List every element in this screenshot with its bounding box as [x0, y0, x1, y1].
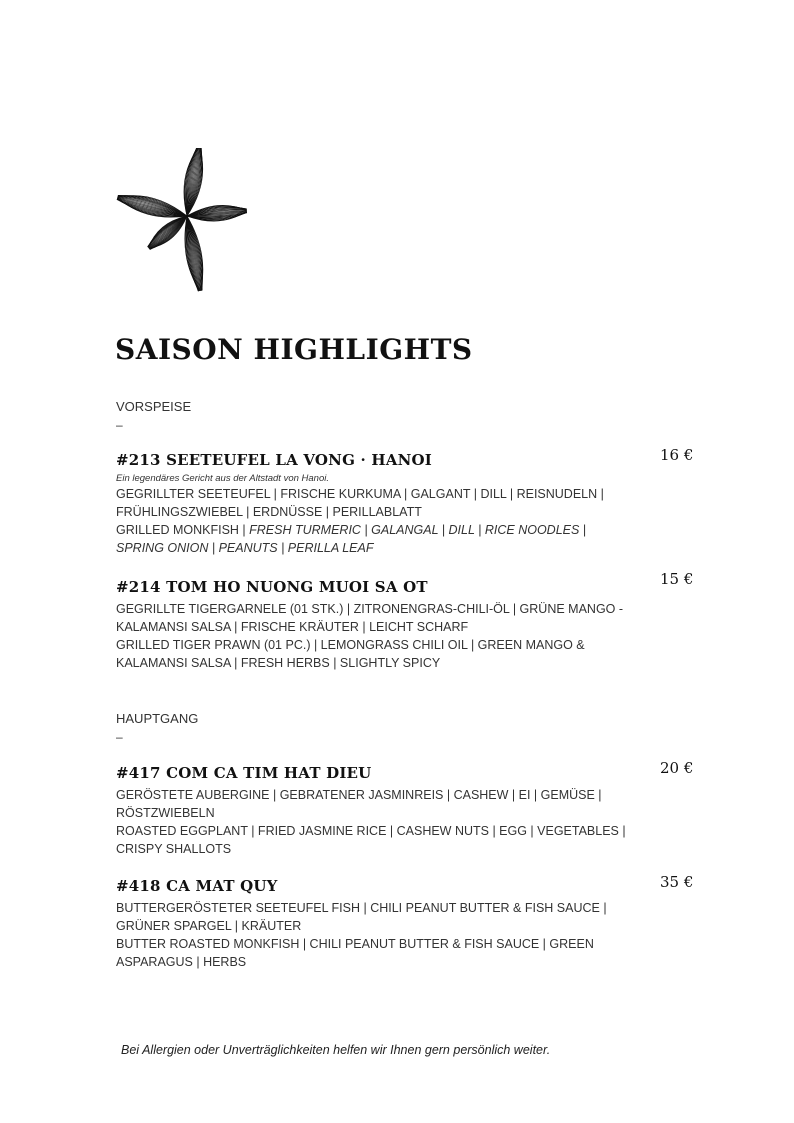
- dish-description-en: ROASTED EGGPLANT | FRIED JASMINE RICE | CASHEW NUTS | EGG | VEGETABLES |: [116, 824, 626, 838]
- dish-note: Ein legendäres Gericht aus der Altstadt von Hanoi.: [116, 473, 329, 484]
- page-title: SAISON HIGHLIGHTS: [115, 333, 473, 366]
- dish-description-de: GEGRILLTER SEETEUFEL | FRISCHE KURKUMA | GALGANT | DILL | REISNUDELN |: [116, 487, 604, 501]
- dish-title: #417 COM CA TIM HAT DIEU: [116, 764, 372, 782]
- section-label-vorspeise: VORSPEISE: [116, 399, 192, 414]
- dish-213: [116, 451, 656, 557]
- dish-title: #418 CA MAT QUY: [116, 877, 278, 895]
- dish-description-en-italic: FRESH TURMERIC | GALANGAL | DILL | RICE NOODLES |: [245, 523, 587, 537]
- section-divider: –: [116, 418, 123, 432]
- dish-description-de: FRÜHLINGSZWIEBEL | ERDNÜSSE | PERILLABLATT: [116, 505, 422, 519]
- dish-description-de: GEGRILLTE TIGERGARNELE (01 STK.) | ZITRONENGRAS-CHILI-ÖL | GRÜNE MANGO -: [116, 602, 624, 616]
- dish-price: 20 €: [660, 759, 694, 777]
- dish-description-en: SPRING ONION | PEANUTS | PERILLA LEAF: [116, 541, 374, 555]
- dish-214: [116, 578, 656, 672]
- dish-418: [116, 877, 656, 971]
- dish-price: 35 €: [660, 873, 694, 891]
- allergy-note: Bei Allergien oder Unverträglichkeiten helfen wir Ihnen gern persönlich weiter.: [121, 1043, 551, 1057]
- dish-price: 15 €: [660, 570, 694, 588]
- flower-logo-icon: [112, 148, 262, 294]
- dish-description-en: CRISPY SHALLOTS: [116, 842, 232, 856]
- dish-title: #213 SEETEUFEL LA VONG · HANOI: [116, 451, 432, 469]
- dish-description-de: GERÖSTETE AUBERGINE | GEBRATENER JASMINREIS | CASHEW | EI | GEMÜSE |: [116, 788, 602, 802]
- dish-417: [116, 764, 656, 858]
- dish-description-de: GRÜNER SPARGEL | KRÄUTER: [116, 919, 302, 933]
- dish-description-en: [116, 521, 656, 539]
- dish-price: 16 €: [660, 446, 694, 464]
- section-divider: –: [116, 730, 123, 744]
- dish-title: #214 TOM HO NUONG MUOI SA OT: [116, 578, 428, 596]
- dish-description-en-plain: GRILLED MONKFISH |: [116, 523, 246, 537]
- dish-description-en: ASPARAGUS | HERBS: [116, 955, 247, 969]
- dish-description-de: RÖSTZWIEBELN: [116, 806, 215, 820]
- dish-description-en: KALAMANSI SALSA | FRESH HERBS | SLIGHTLY SPICY: [116, 656, 441, 670]
- section-label-hauptgang: HAUPTGANG: [116, 711, 199, 726]
- dish-description-en: BUTTER ROASTED MONKFISH | CHILI PEANUT BUTTER & FISH SAUCE | GREEN: [116, 937, 594, 951]
- dish-description-de: BUTTERGERÖSTETER SEETEUFEL FISH | CHILI PEANUT BUTTER & FISH SAUCE |: [116, 901, 607, 915]
- dish-description-en: GRILLED TIGER PRAWN (01 PC.) | LEMONGRASS CHILI OIL | GREEN MANGO &: [116, 638, 585, 652]
- dish-description-de: KALAMANSI SALSA | FRISCHE KRÄUTER | LEICHT SCHARF: [116, 620, 469, 634]
